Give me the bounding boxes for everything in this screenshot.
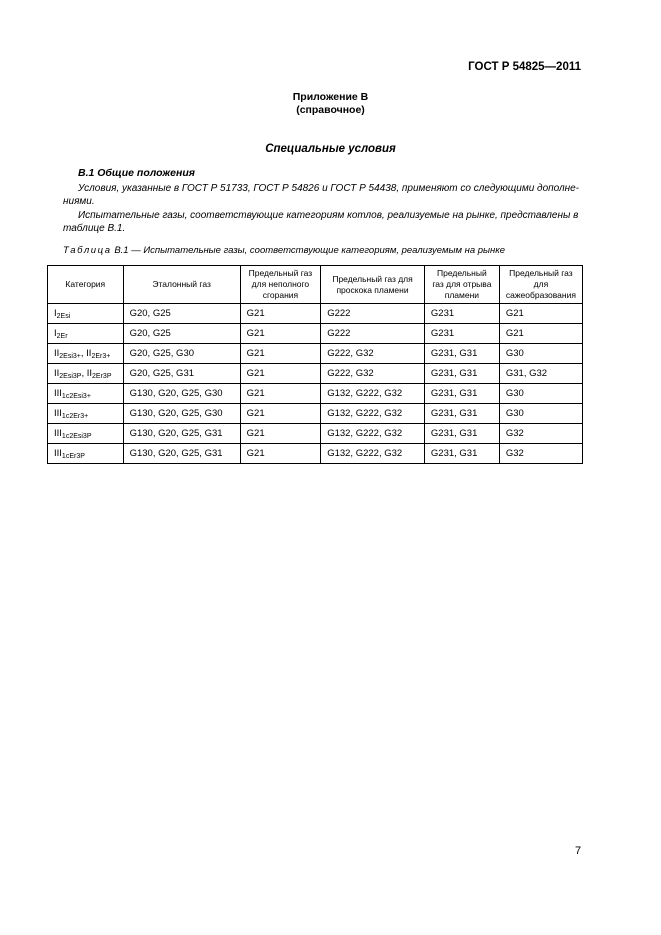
incomplete-combustion-cell: G21 xyxy=(240,364,321,384)
flashback-cell: G222 xyxy=(321,324,425,344)
annex-subtitle: (справочное) xyxy=(296,104,365,116)
paragraph-2-line-2: таблице В.1. xyxy=(63,223,126,234)
header-flame-lift-gas: Предельный газ для отрыва пламени xyxy=(424,266,499,304)
category-code: II xyxy=(54,347,60,359)
page-number: 7 xyxy=(575,845,582,857)
sooting-cell: G30 xyxy=(499,384,582,404)
flashback-cell: G132, G222, G32 xyxy=(321,424,425,444)
sooting-cell: G30 xyxy=(499,344,582,364)
sooting-cell: G32 xyxy=(499,424,582,444)
category-code: III xyxy=(54,387,62,399)
category-code: II xyxy=(54,367,60,379)
incomplete-combustion-cell: G21 xyxy=(240,324,321,344)
category-subscript: 1c2Esi3P xyxy=(61,432,92,440)
flashback-cell: G222, G32 xyxy=(321,364,425,384)
category-subscript: 2Esi xyxy=(56,312,71,320)
incomplete-combustion-cell: G21 xyxy=(240,344,321,364)
category-subscript: 2Esi3P xyxy=(59,372,82,380)
category-subscript: 2Esi3+ xyxy=(59,352,81,360)
sooting-cell: G32 xyxy=(499,444,582,464)
header-category: Категория xyxy=(48,266,124,304)
header-sooting-gas: Предельный газ для сажеобразования xyxy=(499,266,582,304)
category-code: II xyxy=(86,347,92,359)
reference-gas-cell: G20, G25 xyxy=(123,304,240,324)
subsection-title: В.1 Общие положения xyxy=(78,167,195,179)
reference-gas-cell: G20, G25 xyxy=(123,324,240,344)
incomplete-combustion-cell: G21 xyxy=(240,424,321,444)
table-row xyxy=(48,364,583,384)
paragraph-1-line-1: Условия, указанные в ГОСТ Р 51733, ГОСТ Р 54826 и ГОСТ Р 54438, применяют со следующими дополне- xyxy=(78,183,580,194)
table-body xyxy=(48,304,583,464)
reference-gas-cell: G130, G20, G25, G31 xyxy=(123,424,240,444)
annex-title: Приложение В xyxy=(292,91,369,103)
table-caption-text: В.1 — Испытательные газы, соответствующие категориям, реализуемым на рынке xyxy=(114,245,506,256)
flashback-cell: G132, G222, G32 xyxy=(321,404,425,424)
category-subscript: 2Er xyxy=(56,332,68,340)
category-subscript: 1c2Er3+ xyxy=(61,412,89,420)
reference-gas-cell: G130, G20, G25, G30 xyxy=(123,384,240,404)
category-cell xyxy=(48,384,124,404)
flame-lift-cell: G231 xyxy=(424,324,499,344)
table-row xyxy=(48,444,583,464)
paragraph-1-line-2: ниями. xyxy=(63,196,95,207)
table-row xyxy=(48,344,583,364)
sooting-cell: G31, G32 xyxy=(499,364,582,384)
flame-lift-cell: G231, G31 xyxy=(424,444,499,464)
category-code: II xyxy=(86,367,93,379)
flashback-cell: G222 xyxy=(321,304,425,324)
category-cell xyxy=(48,364,124,384)
standard-code: ГОСТ Р 54825—2011 xyxy=(468,61,581,73)
incomplete-combustion-cell: G21 xyxy=(240,384,321,404)
category-cell xyxy=(48,304,124,324)
flame-lift-cell: G231, G31 xyxy=(424,364,499,384)
category-separator: , xyxy=(81,367,87,379)
flashback-cell: G132, G222, G32 xyxy=(321,444,425,464)
flashback-cell: G222, G32 xyxy=(321,344,425,364)
header-reference-gas: Эталонный газ xyxy=(123,266,240,304)
category-cell xyxy=(48,344,124,364)
category-subscript: 2Er3+ xyxy=(91,352,111,360)
category-code: I xyxy=(54,307,57,319)
sooting-cell: G21 xyxy=(499,304,582,324)
category-cell xyxy=(48,444,124,464)
category-code: III xyxy=(54,407,62,419)
category-subscript: 1cEr3P xyxy=(61,452,85,460)
category-code: III xyxy=(54,447,62,459)
category-subscript: 2Er3P xyxy=(92,372,112,380)
category-separator: , xyxy=(80,347,87,359)
table-caption-label: Таблица xyxy=(63,245,112,256)
table-row xyxy=(48,424,583,444)
reference-gas-cell: G130, G20, G25, G31 xyxy=(123,444,240,464)
category-cell xyxy=(48,404,124,424)
reference-gas-cell: G20, G25, G30 xyxy=(123,344,240,364)
flame-lift-cell: G231 xyxy=(424,304,499,324)
category-code: I xyxy=(54,327,57,339)
header-incomplete-combustion-gas: Предельный газ для неполного сгорания xyxy=(240,266,321,304)
table-row xyxy=(48,384,583,404)
flame-lift-cell: G231, G31 xyxy=(424,344,499,364)
category-code: III xyxy=(54,427,62,439)
sooting-cell: G30 xyxy=(499,404,582,424)
table-row xyxy=(48,304,583,324)
table-caption xyxy=(63,245,505,256)
category-subscript: 1c2Esi3+ xyxy=(61,392,91,400)
flashback-cell: G132, G222, G32 xyxy=(321,384,425,404)
paragraph-2-line-1: Испытательные газы, соответствующие категориям котлов, реализуемые на рынке, представлены в xyxy=(78,210,579,221)
reference-gas-cell: G130, G20, G25, G30 xyxy=(123,404,240,424)
table-header-row xyxy=(48,266,583,304)
header-flashback-gas: Предельный газ для проскока пламени xyxy=(321,266,425,304)
section-title: Специальные условия xyxy=(265,143,396,155)
flame-lift-cell: G231, G31 xyxy=(424,404,499,424)
sooting-cell: G21 xyxy=(499,324,582,344)
flame-lift-cell: G231, G31 xyxy=(424,384,499,404)
incomplete-combustion-cell: G21 xyxy=(240,444,321,464)
category-cell xyxy=(48,424,124,444)
incomplete-combustion-cell: G21 xyxy=(240,304,321,324)
gas-categories-table xyxy=(47,265,583,464)
reference-gas-cell: G20, G25, G31 xyxy=(123,364,240,384)
table-row xyxy=(48,324,583,344)
flame-lift-cell: G231, G31 xyxy=(424,424,499,444)
table-row xyxy=(48,404,583,424)
incomplete-combustion-cell: G21 xyxy=(240,404,321,424)
category-cell xyxy=(48,324,124,344)
